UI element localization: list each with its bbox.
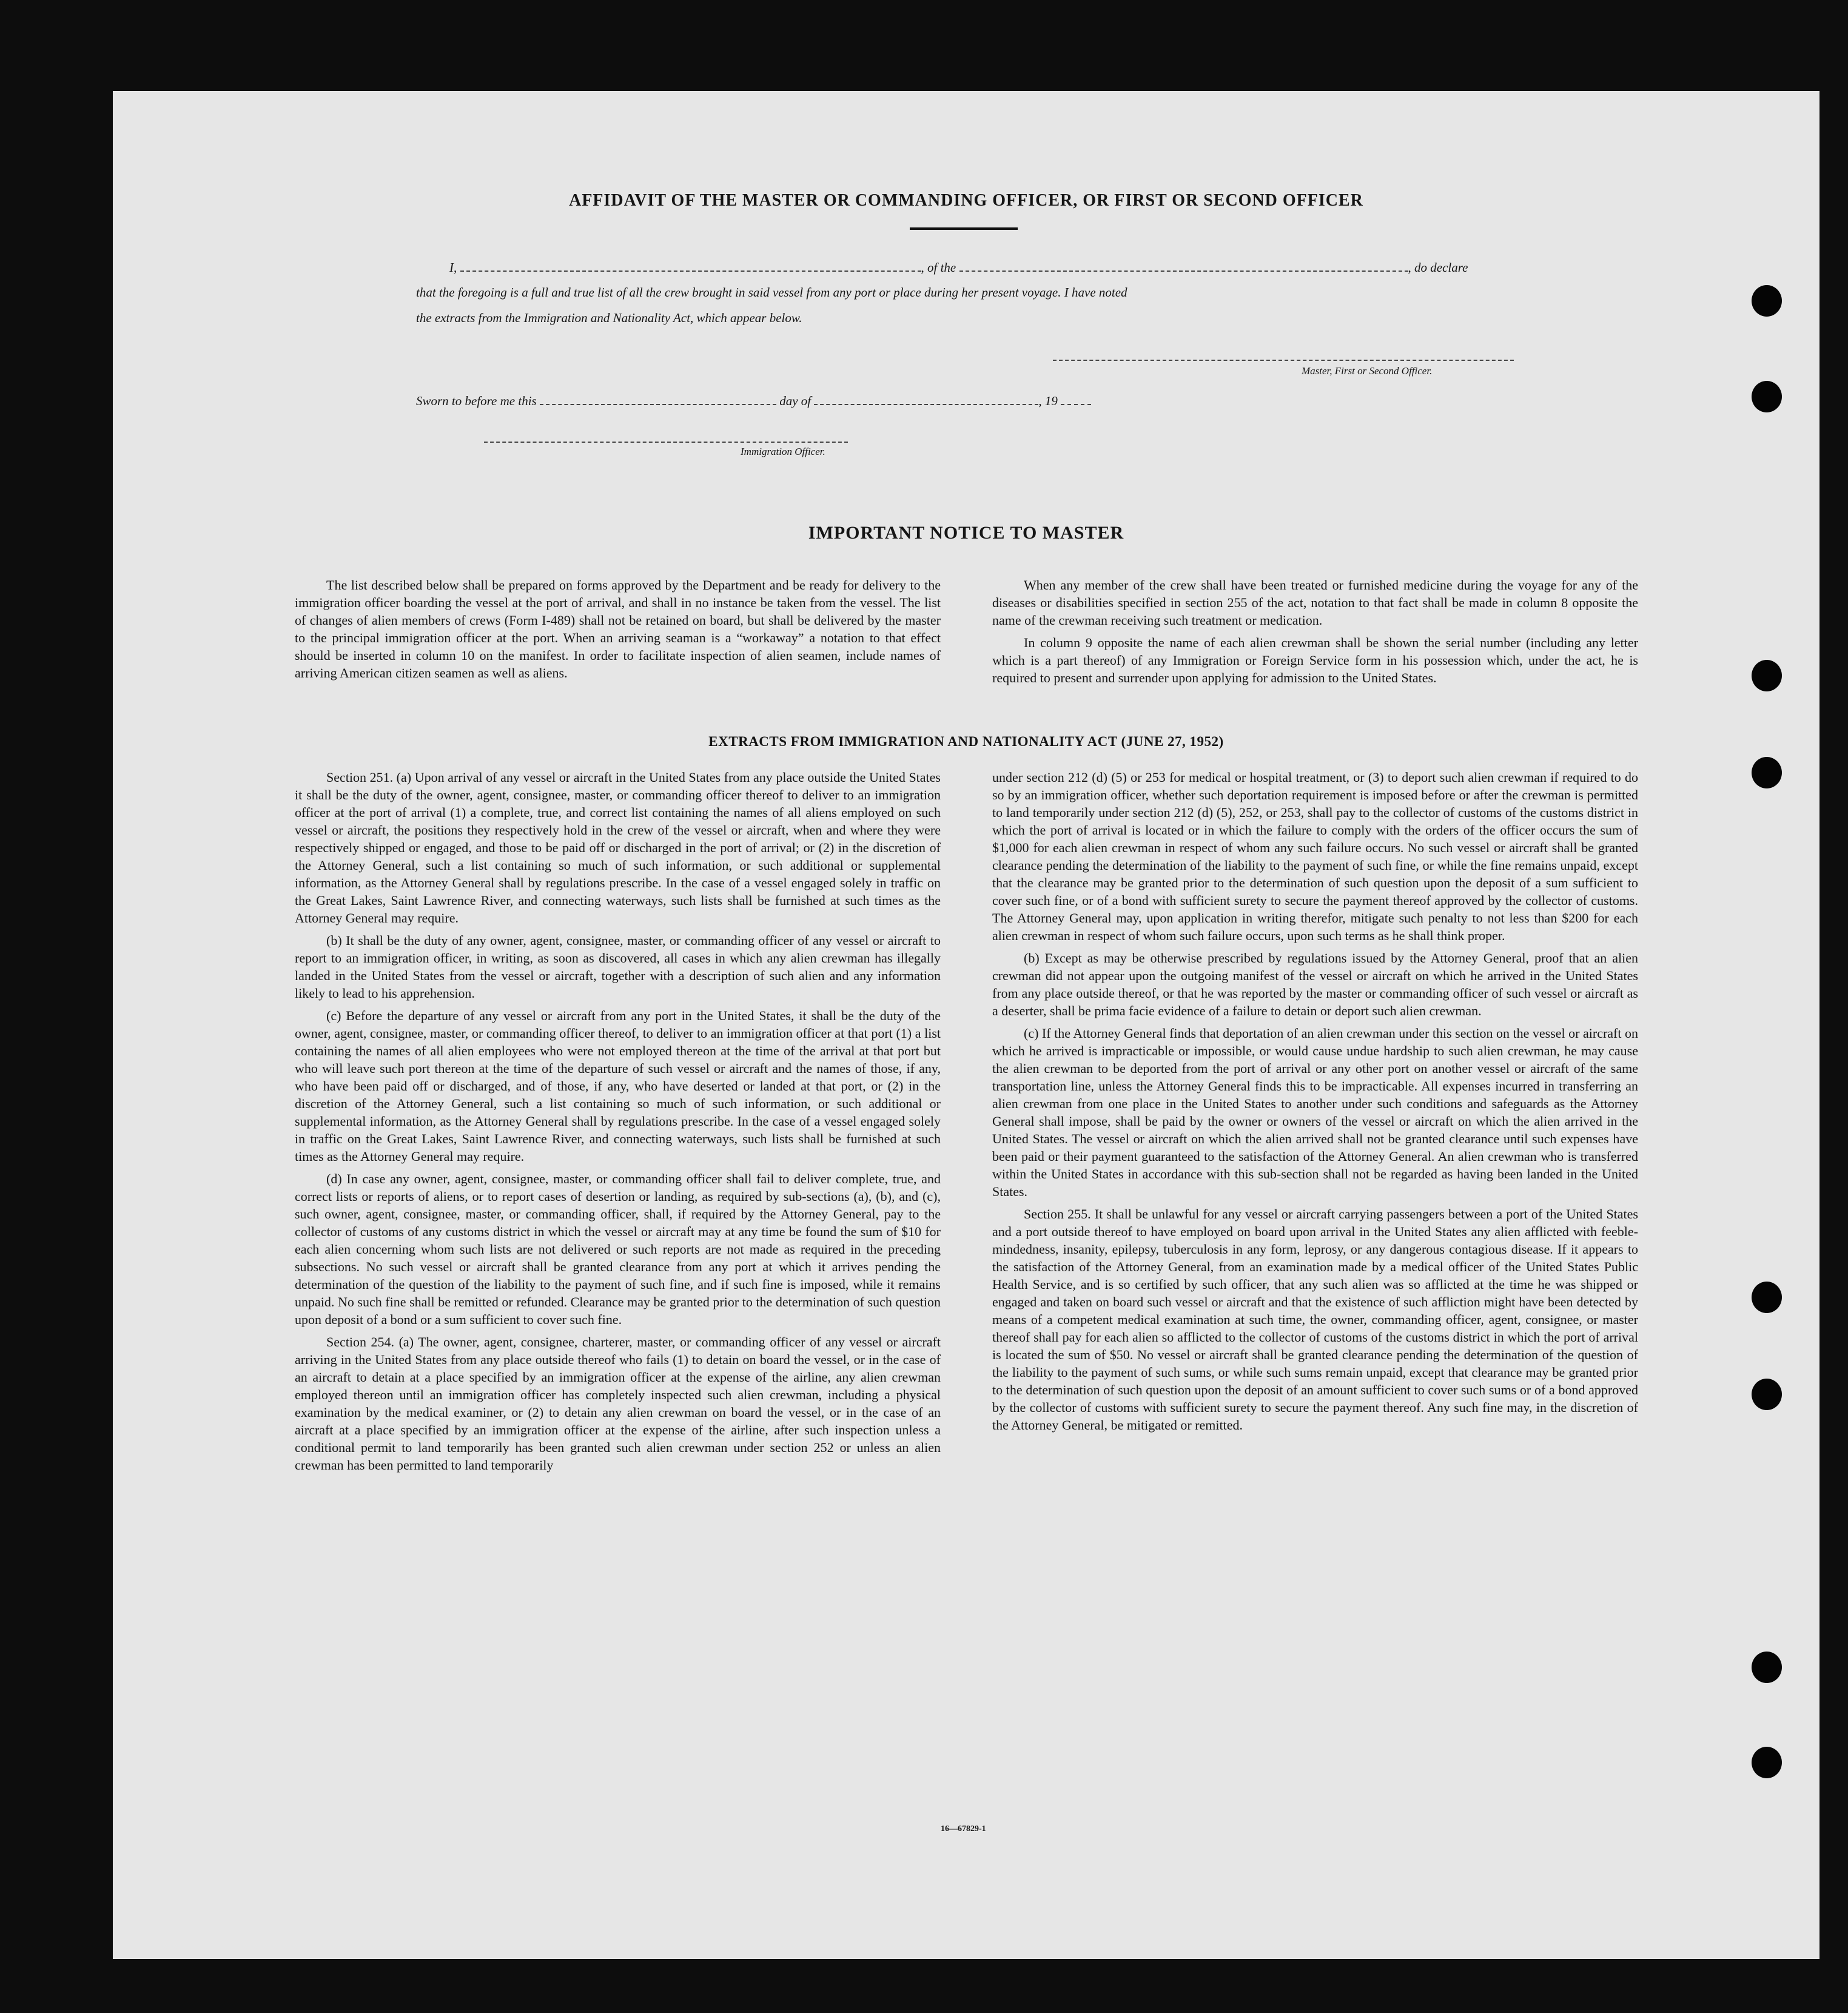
section-254a-continued: under section 212 (d) (5) or 253 for medical or hospital treatment, or (3) to deport such alien crewman if required to do so by an immigration officer, whether such deportation requirement is imposed before or after the crewman is permitted to land temporarily under section 212 (d) (5), 252, or 253, shall pay to the collector of customs of the customs district in which the port of arrival is located or in which the failure to comply with the orders of the officer occurs the sum of $1,000 for each alien crewman in respect of whom any such failure occurs. No such vessel or aircraft shall be granted clearance pending the determination of the liability to the payment of such fine, or while the fine remains unpaid, except that the clearance may be granted prior to the determination of such question upon the deposit of a sum sufficient to cover such fine, or of a bond with sufficient surety to secure the payment thereof approved by the collector of customs. The Attorney General may, upon application in writing therefor, mitigate such penalty to not less than $200 for each alien crewman in respect of whom such failure occurs, upon such terms as he shall think proper. bbox=[992, 770, 1638, 943]
day-of-label: day of bbox=[779, 394, 811, 408]
officer-caption: Immigration Officer. bbox=[741, 446, 825, 457]
punch-hole bbox=[1752, 757, 1782, 788]
vessel-blank[interactable] bbox=[959, 260, 1408, 272]
notice-title: IMPORTANT NOTICE TO MASTER bbox=[808, 523, 1124, 543]
section-251b: (b) It shall be the duty of any owner, agent, consignee, master, or commanding officer of any vessel or aircraft to report to an immigration officer, in writing, as soon as discovered, all cases in which any alien crewman has illegally landed in the United States from the vessel or aircraft, together with a description of such alien and any information likely to lead to his apprehension. bbox=[295, 933, 941, 1001]
notice-left-paragraph: The list described below shall be prepared on forms approved by the Department and be ready for delivery to the immigration officer boarding the vessel at the port of arrival, and shall in no instance be taken from the vessel. The list of changes of alien members of crews (Form I-489) shall not be retained on board, but shall be delivered by the master to the principal immigration officer at the port. When an arriving seaman is a “workaway” a notation to that effect should be inserted in column 10 on the manifest. In order to facilitate inspection of alien seamen, include names of arriving American citizen seamen as well as aliens. bbox=[295, 577, 941, 681]
punch-hole bbox=[1752, 660, 1782, 691]
affidavit-line-3: the extracts from the Immigration and Nationality Act, which appear below. bbox=[416, 311, 802, 325]
year-blank[interactable] bbox=[1061, 393, 1091, 405]
notice-right-paragraph-1: When any member of the crew shall have been treated or furnished medicine during the voyage for any of the diseases or disabilities specified in section 255 of the act, notation to that fact shall be made in column 8 opposite the name of the crewman receiving such treatment or medication. bbox=[992, 577, 1638, 628]
section-255: Section 255. It shall be unlawful for any vessel or aircraft carrying passengers between a port of the United States and a port outside thereof to have employed on board upon arrival in the United States any alien afflicted with feeble-mindedness, insanity, epilepsy, tuberculosis in any form, leprosy, or any dangerous contagious disease. If it appears to the satisfaction of the Attorney General, from an examination made by a medical officer of the United States Public Health Service, and is so certified by such officer, that any such alien was so afflicted at the time he was shipped or engaged and taken on board such vessel or aircraft and that the existence of such affliction might have been detected by means of a competent medical examination at such time, the owner, commanding officer, agent, consignee, or master thereof shall pay for each alien so afflicted to the collector of customs of the customs district in which the port of arrival is located the sum of $50. No vessel or aircraft shall be granted clearance pending the determination of the question of the liability to the payment of such sums, or while such sums remain unpaid, except that clearance may be granted prior to the determination of such question upon the deposit of an amount sufficient to cover such sums or of a bond approved by the collector of customs with sufficient surety to secure the payment thereof. Any such fine may, in the discretion of the Attorney General, be mitigated or remitted. bbox=[992, 1206, 1638, 1433]
punch-hole bbox=[1752, 1379, 1782, 1410]
section-254a: Section 254. (a) The owner, agent, consignee, charterer, master, or commanding officer of any vessel or aircraft arriving in the United States from any place outside thereof who fails (1) to detain on board the vessel, or in the case of an aircraft to detain at a place specified by an immigration officer at the expense of the airline, any alien crewman employed thereon until an immigration officer has completely inspected such alien crewman, including a physical examination by the medical examiner, or (2) to detain any alien crewman on board the vessel, or in the case of an aircraft at a place specified by an immigration officer at the expense of the airline, after such inspection unless a conditional permit to land temporarily has been granted such alien crewman under section 252 or unless an alien crewman has been permitted to land temporarily bbox=[295, 1334, 941, 1473]
affidavit-i: I, bbox=[449, 260, 457, 275]
affidavit-line-1 bbox=[449, 260, 1468, 275]
punch-hole bbox=[1752, 285, 1782, 317]
master-signature-line[interactable] bbox=[1053, 360, 1514, 361]
section-251a: Section 251. (a) Upon arrival of any vessel or aircraft in the United States from any place outside the United States it shall be the duty of the owner, agent, consignee, master, or commanding officer thereof to deliver to an immigration officer at the port of arrival (1) a complete, true, and correct list containing the names of all aliens employed on such vessel or aircraft, the positions they respectively hold in the crew of the vessel or aircraft, when and where they were respectively shipped or engaged, and those to be paid off or discharged in the port of arrival; or (2) in the discretion of the Attorney General, such a list containing so much of such information, or such additional or supplemental information, as the Attorney General shall by regulations prescribe. In the case of a vessel engaged solely in traffic on the Great Lakes, Saint Lawrence River, and connecting waterways, such lists shall be furnished at such times as the Attorney General may require. bbox=[295, 770, 941, 926]
affidavit-declare: , do declare bbox=[1408, 260, 1468, 275]
punch-hole bbox=[1752, 1747, 1782, 1778]
punch-hole bbox=[1752, 1282, 1782, 1313]
sworn-line bbox=[416, 393, 1091, 409]
affidavit-line-2: that the foregoing is a full and true list of all the crew brought in said vessel from any port or place during her present voyage. I have noted bbox=[416, 285, 1127, 300]
title-rule bbox=[910, 227, 1018, 230]
extracts-right-column bbox=[992, 768, 1638, 1439]
section-254c: (c) If the Attorney General finds that deportation of an alien crewman under this section on the vessel or aircraft on which he arrived is impracticable or impossible, or would cause undue hardship to such alien crewman, he may cause the alien crewman to be deported from the port of arrival or any other port on another vessel or aircraft of the same transportation line, unless the Attorney General finds this to be impracticable. All expenses incurred in transferring an alien crewman from one place in the United States to another under such conditions and safeguards as the Attorney General shall impose, shall be paid by the owner or owners of the vessel or aircraft on which the alien arrived in the United States. The vessel or aircraft on which the alien arrived shall not be granted clearance until such expenses have been paid or their payment guaranteed to the satisfaction of the Attorney General. An alien crewman who is transferred within the United States in accordance with this sub-section shall not be regarded as having been landed in the United States. bbox=[992, 1026, 1638, 1199]
punch-hole bbox=[1752, 381, 1782, 412]
year-label: , 19 bbox=[1038, 394, 1058, 408]
section-254b: (b) Except as may be otherwise prescribed by regulations issued by the Attorney General, proof that an alien crewman did not appear upon the outgoing manifest of the vessel or aircraft on which he arrived in the United States from any place outside thereof, or that he was reported by the master or commanding officer of such vessel or aircraft as a deserter, shall be prima facie evidence of a failure to detain or deport such alien crewman. bbox=[992, 950, 1638, 1018]
sworn-day-blank[interactable] bbox=[540, 393, 776, 405]
punch-hole bbox=[1752, 1652, 1782, 1683]
sworn-month-blank[interactable] bbox=[814, 393, 1038, 405]
extracts-title: EXTRACTS FROM IMMIGRATION AND NATIONALITY ACT (JUNE 27, 1952) bbox=[708, 734, 1224, 749]
section-251d: (d) In case any owner, agent, consignee, master, or commanding officer shall fail to deliver complete, true, and correct lists or reports of aliens, or to report cases of desertion or landing, as required by sub-sections (a), (b), and (c), such owner, agent, consignee, master, or commanding officer, shall, if required by the Attorney General, pay to the collector of customs of any customs district in which the vessel or aircraft may at any time be found the sum of $10 for each alien concerning whom such lists are not delivered or such reports are not made as required in the preceding subsections. No such vessel or aircraft shall be granted clearance from any port at which it arrives pending the determination of the question of the liability to the payment of such fine, and if such fine is imposed, while it remains unpaid. No such fine shall be remitted or refunded. Clearance may be granted prior to the determination of such question upon deposit of a bond or a sum sufficient to cover such fine. bbox=[295, 1171, 941, 1327]
document-page bbox=[113, 91, 1819, 1959]
section-251c: (c) Before the departure of any vessel or aircraft from any port in the United States, it shall be the duty of the owner, agent, consignee, master, or commanding officer thereof, to deliver to an immigration officer at that port (1) a list containing the names of all alien employees who were not employed thereon at the time of the arrival at that port but who will leave such port thereon at the time of the departure of such vessel or aircraft and the names of those, if any, who have been paid off or discharged, and of those, if any, who have deserted or landed at that port, or (2) in the discretion of the Attorney General, such a list containing so much of such information, or such additional or supplemental information, as the Attorney General shall by regulations prescribe. In the case of a vessel engaged solely in traffic on the Great Lakes, Saint Lawrence River, and connecting waterways, such lists shall be furnished at such times as the Attorney General may require. bbox=[295, 1008, 941, 1164]
notice-left-column bbox=[295, 576, 941, 687]
extracts-left-column bbox=[295, 768, 941, 1479]
name-blank[interactable] bbox=[460, 260, 921, 272]
form-number: 16—67829-1 bbox=[941, 1824, 986, 1833]
officer-signature-line[interactable] bbox=[484, 442, 848, 443]
notice-right-column bbox=[992, 576, 1638, 691]
notice-right-paragraph-2: In column 9 opposite the name of each alien crewman shall be shown the serial number (including any letter which is a part thereof) of any Immigration or Foreign Service form in his possession which, under the act, he is required to present and surrender upon applying for admission to the United States. bbox=[992, 635, 1638, 685]
master-caption: Master, First or Second Officer. bbox=[1302, 365, 1433, 377]
affidavit-of-the: , of the bbox=[921, 260, 956, 275]
sworn-label: Sworn to before me this bbox=[416, 394, 537, 408]
affidavit-title: AFFIDAVIT OF THE MASTER OR COMMANDING OFFICER, OR FIRST OR SECOND OFFICER bbox=[569, 191, 1363, 210]
